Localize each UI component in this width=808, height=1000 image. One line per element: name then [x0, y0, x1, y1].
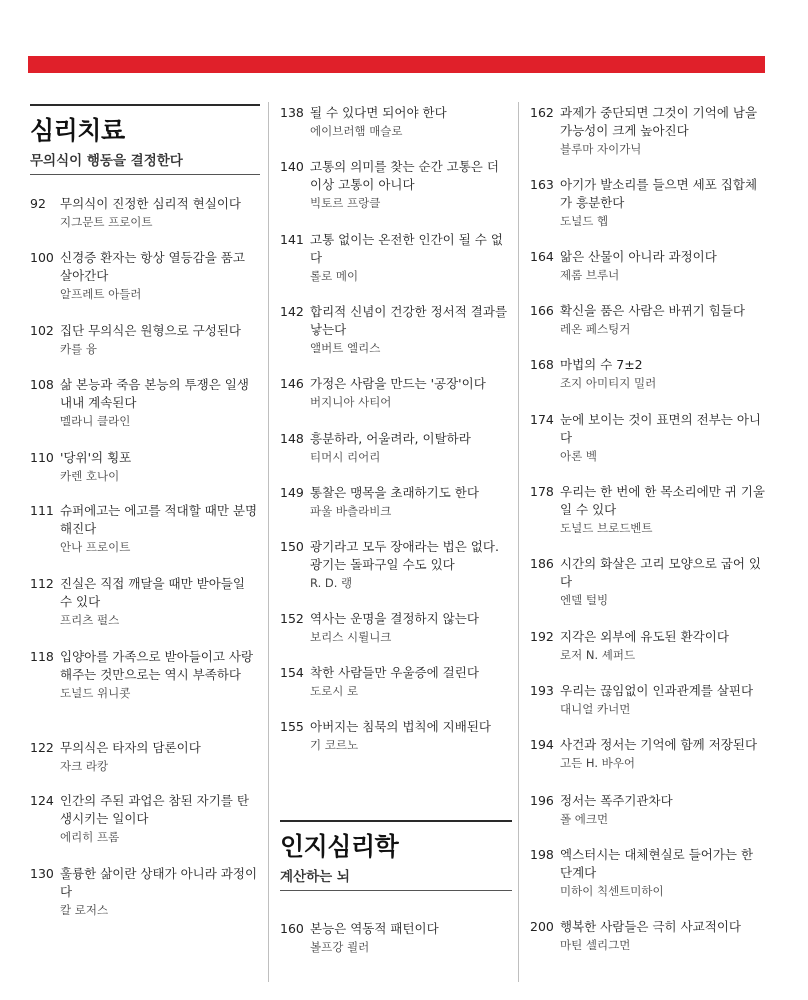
entry-title: 마법의 수 7±2	[560, 357, 643, 372]
entry-author: 카렌 호나이	[60, 469, 120, 483]
entry-author: 안나 프로이트	[60, 540, 131, 554]
page-number: 150	[280, 539, 304, 554]
entry-title: 확신을 품은 사람은 바뀌기 힘들다	[560, 303, 745, 318]
entry-title: 우리는 한 번에 한 목소리에만 귀 기울일 수 있다	[560, 484, 765, 517]
entry-title: 무의식이 진정한 심리적 현실이다	[60, 196, 241, 211]
toc-entry[interactable]	[530, 302, 768, 338]
page-number: 118	[30, 649, 54, 664]
page-number: 141	[280, 232, 304, 247]
entry-author: 티머시 리어리	[310, 450, 381, 464]
page-number: 154	[280, 665, 304, 680]
entry-author: 블루마 자이가닉	[560, 142, 642, 156]
entry-author: 도널드 헵	[560, 214, 609, 228]
entry-author: 알프레트 아들러	[60, 287, 142, 301]
toc-entry[interactable]	[530, 248, 768, 284]
page-number: 193	[530, 683, 554, 698]
entry-title: 입양아를 가족으로 받아들이고 사랑해주는 것만으로는 역시 부족하다	[60, 649, 254, 682]
entry-author: 엔델 털빙	[560, 593, 609, 607]
toc-entry[interactable]	[280, 610, 512, 646]
page-number: 196	[530, 793, 554, 808]
entry-author: 기 코르노	[310, 738, 359, 752]
toc-entry[interactable]	[530, 411, 768, 465]
toc-entry[interactable]	[30, 739, 260, 775]
page-number: 163	[530, 177, 554, 192]
entry-title: 역사는 운명을 결정하지 않는다	[310, 611, 479, 626]
toc-column-3	[530, 104, 768, 984]
section-title: 인지심리학	[280, 832, 399, 861]
entry-author: 자크 라캉	[60, 759, 109, 773]
entry-title: 훌륭한 삶이란 상태가 아니라 과정이다	[60, 866, 258, 899]
entry-author: 에이브러햄 매슬로	[310, 124, 403, 138]
page-number: 152	[280, 611, 304, 626]
entry-title: 합리적 신념이 건강한 정서적 결과를 낳는다	[310, 304, 508, 337]
page-number: 174	[530, 412, 554, 427]
section-subtitle: 무의식이 행동을 결정한다	[30, 153, 183, 169]
entry-author: 미하이 칙센트미하이	[560, 884, 664, 898]
toc-column-1	[30, 104, 260, 984]
column-divider	[518, 102, 519, 982]
toc-entry[interactable]	[30, 249, 260, 303]
entry-title: 시간의 화살은 고리 모양으로 굽어 있다	[560, 556, 761, 589]
entry-author: 파울 바츨라비크	[310, 504, 392, 518]
page-number: 162	[530, 105, 554, 120]
entry-author: 롤로 메이	[310, 269, 359, 283]
entry-title: 신경증 환자는 항상 열등감을 품고 살아간다	[60, 250, 245, 283]
entry-title: 고통의 의미를 찾는 순간 고통은 더 이상 고통이 아니다	[310, 159, 499, 192]
entry-title: 앎은 산물이 아니라 과정이다	[560, 249, 717, 264]
entry-title: 우리는 끊임없이 인과관계를 살핀다	[560, 683, 754, 698]
page-number: 138	[280, 105, 304, 120]
page-number: 164	[530, 249, 554, 264]
entry-author: 볼프강 쾰러	[310, 940, 370, 954]
section-rule	[280, 890, 512, 891]
toc-entry[interactable]	[30, 376, 260, 430]
entry-author: 폴 에크먼	[560, 812, 609, 826]
toc-entry[interactable]	[30, 792, 260, 846]
section-rule	[280, 820, 512, 822]
page-number: 130	[30, 866, 54, 881]
toc-entry[interactable]	[530, 356, 768, 392]
entry-author: 카를 융	[60, 342, 97, 356]
entry-title: 슈퍼에고는 에고를 적대할 때만 분명해진다	[60, 503, 258, 536]
page-number: 108	[30, 377, 54, 392]
toc-entry[interactable]	[280, 920, 512, 956]
entry-title: 가정은 사람을 만드는 '공장'이다	[310, 376, 486, 391]
entry-title: 삶 본능과 죽음 본능의 투쟁은 일생 내내 계속된다	[60, 377, 249, 410]
entry-title: 인간의 주된 과업은 참된 자기를 탄생시키는 일이다	[60, 793, 249, 826]
entry-author: 도로시 로	[310, 684, 359, 698]
toc-entry[interactable]	[280, 538, 512, 592]
toc-entry[interactable]	[280, 718, 512, 754]
page-number: 142	[280, 304, 304, 319]
column-divider	[268, 102, 269, 982]
entry-author: 멜라니 클라인	[60, 414, 131, 428]
toc-entry[interactable]	[530, 846, 768, 900]
page-number: 166	[530, 303, 554, 318]
page-number: 148	[280, 431, 304, 446]
entry-author: 레온 페스팅거	[560, 322, 631, 336]
section-header	[30, 104, 260, 175]
toc-entry[interactable]	[280, 375, 512, 411]
page-number: 124	[30, 793, 54, 808]
page-number: 186	[530, 556, 554, 571]
toc-entry[interactable]	[530, 104, 768, 158]
page-number: 160	[280, 921, 304, 936]
entry-title: 본능은 역동적 패턴이다	[310, 921, 439, 936]
section-subtitle: 계산하는 뇌	[280, 869, 350, 885]
toc-entry[interactable]	[530, 918, 768, 954]
toc-entry[interactable]	[530, 736, 768, 772]
entry-author: 에리히 프롬	[60, 830, 120, 844]
entry-title: 아버지는 침묵의 법칙에 지배된다	[310, 719, 491, 734]
entry-author: 고든 H. 바우어	[560, 756, 635, 770]
page-number: 110	[30, 450, 54, 465]
entry-author: 도널드 위니콧	[60, 686, 131, 700]
page-number: 111	[30, 503, 54, 518]
entry-author: 아론 벡	[560, 449, 597, 463]
entry-author: 제롬 브루너	[560, 268, 620, 282]
entry-author: 조지 아미티지 밀러	[560, 376, 657, 390]
toc-entry[interactable]	[280, 664, 512, 700]
toc-entry[interactable]	[30, 575, 260, 629]
page-number: 168	[530, 357, 554, 372]
page-number: 92	[30, 196, 46, 211]
entry-author: R. D. 랭	[310, 576, 353, 590]
page-number: 102	[30, 323, 54, 338]
entry-title: 될 수 있다면 되어야 한다	[310, 105, 447, 120]
page-number: 198	[530, 847, 554, 862]
entry-author: 앨버트 엘리스	[310, 341, 381, 355]
entry-author: 대니얼 카너먼	[560, 702, 631, 716]
entry-title: 정서는 폭주기관차다	[560, 793, 673, 808]
entry-title: 엑스터시는 대체현실로 들어가는 한 단계다	[560, 847, 754, 880]
toc-entry[interactable]	[280, 303, 512, 357]
toc-entry[interactable]	[280, 104, 512, 140]
entry-author: 프리츠 펄스	[60, 613, 120, 627]
entry-title: 진실은 직접 깨달을 때만 받아들일 수 있다	[60, 576, 245, 609]
entry-author: 버지니아 사티어	[310, 395, 392, 409]
page-number: 149	[280, 485, 304, 500]
entry-author: 보리스 시륄니크	[310, 630, 392, 644]
entry-title: 흥분하라, 어울려라, 이탈하라	[310, 431, 471, 446]
toc-column-2	[280, 104, 512, 984]
toc-entry[interactable]	[530, 628, 768, 664]
toc-entry[interactable]	[530, 682, 768, 718]
entry-title: 광기라고 모두 장애라는 법은 없다. 광기는 돌파구일 수도 있다	[310, 539, 499, 572]
entry-title: 사건과 정서는 기억에 함께 저장된다	[560, 737, 758, 752]
toc-entry[interactable]	[530, 792, 768, 828]
entry-title: '당위'의 횡포	[60, 450, 132, 465]
toc-entry[interactable]	[30, 648, 260, 702]
entry-title: 집단 무의식은 원형으로 구성된다	[60, 323, 241, 338]
page-number: 194	[530, 737, 554, 752]
page-number: 146	[280, 376, 304, 391]
page-number: 200	[530, 919, 554, 934]
toc-entry[interactable]	[30, 865, 260, 919]
page-number: 155	[280, 719, 304, 734]
entry-title: 착한 사람들만 우울증에 걸린다	[310, 665, 479, 680]
entry-title: 무의식은 타자의 담론이다	[60, 740, 201, 755]
toc-entry[interactable]	[30, 502, 260, 556]
entry-title: 눈에 보이는 것이 표면의 전부는 아니다	[560, 412, 761, 445]
header-accent-bar	[28, 56, 765, 73]
page-number: 122	[30, 740, 54, 755]
entry-author: 도널드 브로드벤트	[560, 521, 653, 535]
toc-entry[interactable]	[30, 195, 260, 231]
page-number: 140	[280, 159, 304, 174]
toc-entry[interactable]	[30, 322, 260, 358]
entry-title: 통찰은 맹목을 초래하기도 한다	[310, 485, 479, 500]
section-title: 심리치료	[30, 116, 125, 145]
toc-entry[interactable]	[280, 484, 512, 520]
entry-author: 빅토르 프랑클	[310, 196, 381, 210]
page-number: 100	[30, 250, 54, 265]
entry-author: 마틴 셀리그먼	[560, 938, 631, 952]
toc-entry[interactable]	[530, 483, 768, 537]
entry-author: 칼 로저스	[60, 903, 109, 917]
section-header	[280, 820, 512, 891]
toc-entry[interactable]	[530, 555, 768, 609]
toc-entry[interactable]	[280, 158, 512, 212]
entry-title: 행복한 사람들은 극히 사교적이다	[560, 919, 741, 934]
page-number: 178	[530, 484, 554, 499]
entry-author: 지그문트 프로이트	[60, 215, 153, 229]
section-rule	[30, 174, 260, 175]
entry-title: 과제가 중단되면 그것이 기억에 남을 가능성이 크게 높아진다	[560, 105, 758, 138]
page-number: 192	[530, 629, 554, 644]
section-rule	[30, 104, 260, 106]
toc-entry[interactable]	[280, 430, 512, 466]
entry-title: 고통 없이는 온전한 인간이 될 수 없다	[310, 232, 503, 265]
entry-title: 아기가 발소리를 들으면 세포 집합체가 흥분한다	[560, 177, 758, 210]
entry-author: 로저 N. 셰퍼드	[560, 648, 636, 662]
page-number: 112	[30, 576, 54, 591]
toc-entry[interactable]	[280, 231, 512, 285]
toc-entry[interactable]	[530, 176, 768, 230]
toc-entry[interactable]	[30, 449, 260, 485]
entry-title: 지각은 외부에 유도된 환각이다	[560, 629, 729, 644]
